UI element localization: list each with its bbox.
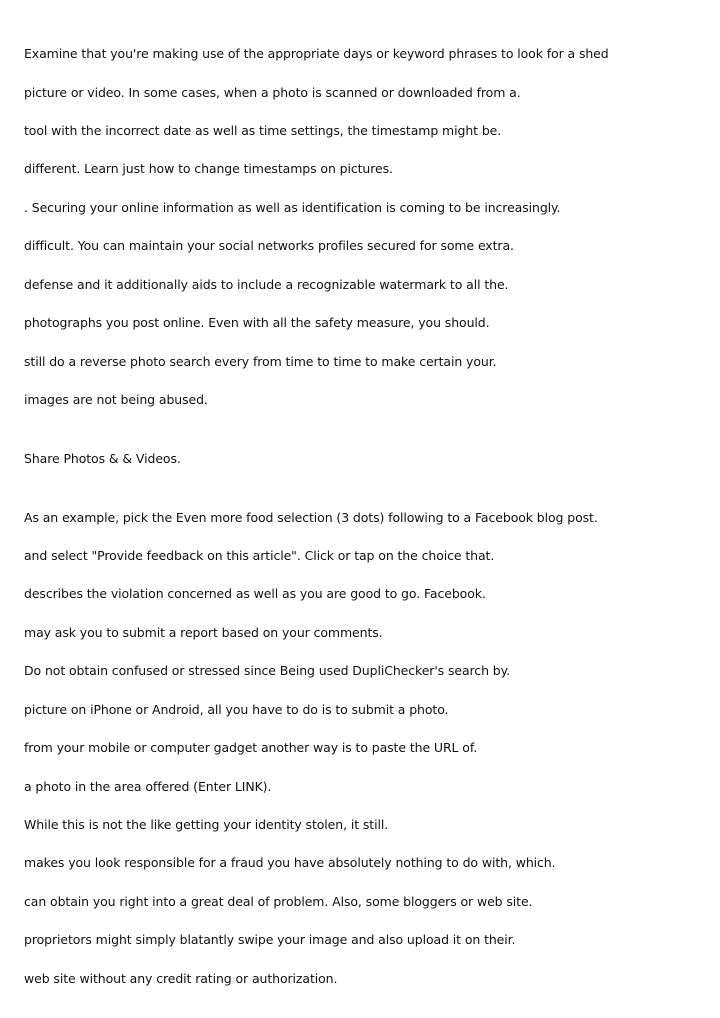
text-line: from your mobile or computer gadget another way is to paste the URL of. [24,740,478,755]
text-line: difficult. You can maintain your social networks profiles secured for some extra. [24,238,514,253]
text-line: Examine that you're making use of the appropriate days or keyword phrases to look for a shed [24,46,609,61]
text-line: describes the violation concerned as well as you are good to go. Facebook. [24,586,486,601]
text-line: picture or video. In some cases, when a photo is scanned or downloaded from a. [24,85,521,100]
text-line: . Securing your online information as well as identification is coming to be increasingly. [24,200,561,215]
text-line: a photo in the area offered (Enter LINK). [24,779,272,794]
text-line: may ask you to submit a report based on your comments. [24,625,383,640]
text-line: web site without any credit rating or authorization. [24,971,338,986]
text-line: Do not obtain confused or stressed since Being used DupliChecker's search by. [24,663,510,678]
text-line: defense and it additionally aids to include a recognizable watermark to all the. [24,277,509,292]
text-line: can obtain you right into a great deal of problem. Also, some bloggers or web site. [24,894,533,909]
text-line: still do a reverse photo search every from time to time to make certain your. [24,354,497,369]
section-heading: Share Photos & & Videos. [24,451,181,466]
text-line: and select "Provide feedback on this article". Click or tap on the choice that. [24,548,495,563]
text-line: While this is not the like getting your identity stolen, it still. [24,817,389,832]
text-line: photographs you post online. Even with all the safety measure, you should. [24,315,490,330]
text-line: different. Learn just how to change timestamps on pictures. [24,161,393,176]
text-line: proprietors might simply blatantly swipe your image and also upload it on their. [24,932,516,947]
text-line: images are not being abused. [24,392,208,407]
text-line: makes you look responsible for a fraud you have absolutely nothing to do with, which. [24,855,556,870]
text-line: picture on iPhone or Android, all you have to do is to submit a photo. [24,702,449,717]
text-line: tool with the incorrect date as well as time settings, the timestamp might be. [24,123,502,138]
text-line: As an example, pick the Even more food selection (3 dots) following to a Facebook blog post. [24,510,598,525]
